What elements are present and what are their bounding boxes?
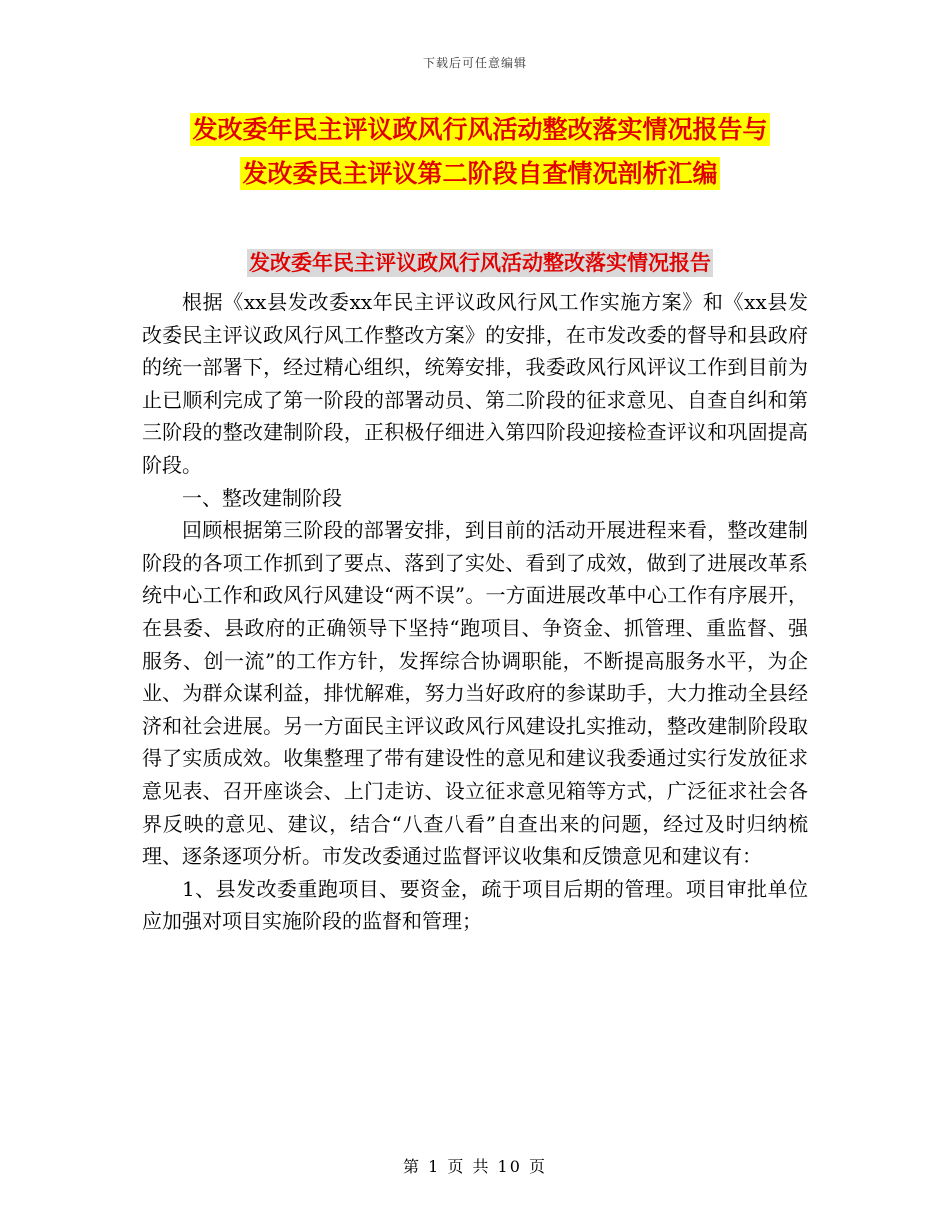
page-number: 第 1 页 共 10 页 <box>403 1157 547 1176</box>
document-body <box>142 286 808 938</box>
paragraph-review: 回顾根据第三阶段的部署安排，到目前的活动开展进程来看，整改建制阶段的各项工作抓到了要点、落到了实处、看到了成效，做到了进展改革系统中心工作和政风行风建设“两不误”。一方面进展改革中心工作有序展开，在县委、县政府的正确领导下坚持“跑项目、争资金、抓管理、重监督、强服务、创一流”的工作方针，发挥综合协调职能，不断提高服务水平，为企业、为群众谋利益，排忧解难，努力当好政府的参谋助手，大力推动全县经济和社会进展。另一方面民主评议政风行风建设扎实推动，整改建制阶段取得了实质成效。收集整理了带有建设性的意见和建议我委通过实行发放征求意见表、召开座谈会、上门走访、设立征求意见箱等方式，广泛征求社会各界反映的意见、建议，结合“八查八看”自查出来的问题，经过及时归纳梳理、逐条逐项分析。市发改委通过监督评议收集和反馈意见和建议有： <box>142 518 808 869</box>
title-line-2: 发改委民主评议第二阶段自查情况剖析汇编 <box>242 159 718 188</box>
heading-stage: 一、整改建制阶段 <box>182 485 342 510</box>
paragraph-item-1: 1、县发改委重跑项目、要资金，疏于项目后期的管理。项目审批单位应加强对项目实施阶段的监督和管理； <box>142 876 808 934</box>
page-header-note: 下载后可任意编辑 <box>422 56 527 70</box>
document-title <box>140 108 820 196</box>
paragraph-intro: 根据《xx县发改委xx年民主评议政风行风工作实施方案》和《xx县发改委民主评议政风行风工作整改方案》的安排，在市发改委的督导和县政府的统一部署下，经过精心组织，统筹安排，我委政风行风评议工作到目前为止已顺利完成了第一阶段的部署动员、第二阶段的征求意见、自查自纠和第三阶段的整改建制阶段，正积极仔细进入第四阶段迎接检查评议和巩固提高阶段。 <box>142 290 808 477</box>
title-line-1: 发改委年民主评议政风行风活动整改落实情况报告与 <box>192 115 768 144</box>
section-title-text: 发改委年民主评议政风行风活动整改落实情况报告 <box>249 251 711 275</box>
section-title <box>140 246 820 280</box>
